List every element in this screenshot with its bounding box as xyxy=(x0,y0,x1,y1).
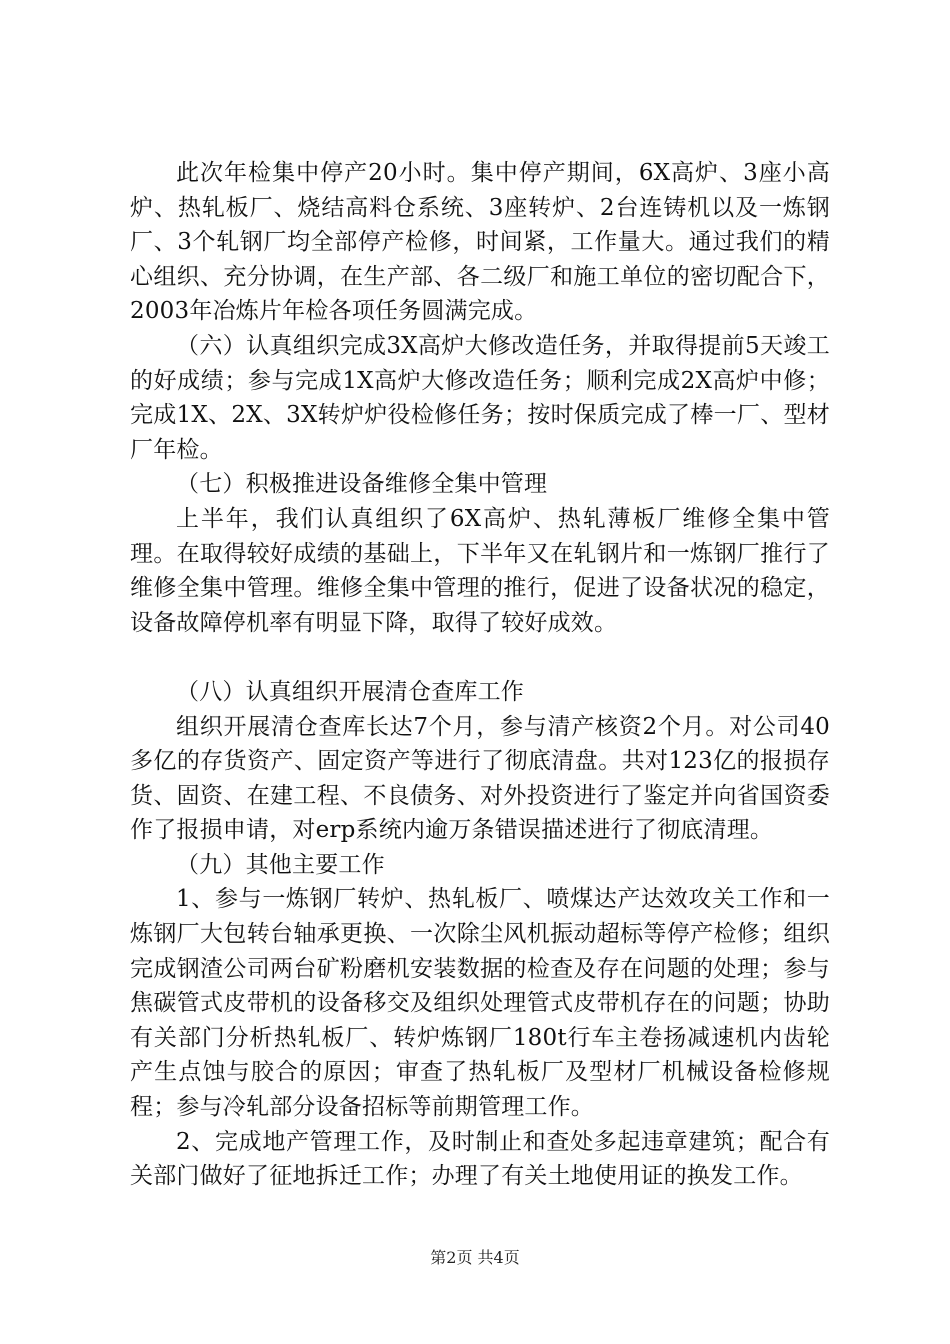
paragraph-maintenance-centralization: 上半年，我们认真组织了6X高炉、热轧薄板厂维修全集中管理。在取得较好成绩的基础上，下半年又在轧钢片和一炼钢厂推行了维修全集中管理。维修全集中管理的推行，促进了设备状况的稳定，设备故障停机率有明显下降，取得了较好成效。 xyxy=(130,505,830,636)
heading-section-seven: （七）积极推进设备维修全集中管理 xyxy=(176,471,548,498)
paragraph-other-work-item-1: 1、参与一炼钢厂转炉、热轧板厂、喷煤达产达效攻关工作和一炼钢厂大包转台轴承更换、一次除尘风机振动超标等停产检修；组织完成钢渣公司两台矿粉磨机安装数据的检查及存在问题的处理；参与焦碳管式皮带机的设备移交及组织处理管式皮带机存在的问题；协助有关部门分析热轧板厂、转炉炼钢厂180t行车主卷扬减速机内齿轮产生点蚀与胶合的原因；审查了热轧板厂及型材厂机械设备检修规程；参与冷轧部分设备招标等前期管理工作。 xyxy=(130,886,830,1121)
heading-section-eight: （八）认真组织开展清仓查库工作 xyxy=(176,678,524,705)
paragraph-other-work-item-2: 2、完成地产管理工作，及时制止和查处多起违章建筑；配合有关部门做好了征地拆迁工作；办理了有关土地使用证的换发工作。 xyxy=(130,1128,830,1190)
heading-section-nine: （九）其他主要工作 xyxy=(176,851,385,878)
page-footer xyxy=(0,1245,950,1268)
paragraph-gap xyxy=(130,640,830,675)
document-body xyxy=(130,156,830,1194)
paragraph-inventory-audit: 组织开展清仓查库长达7个月，参与清产核资2个月。对公司40多亿的存货资产、固定资产等进行了彻底清盘。共对123亿的报损存货、固资、在建工程、不良债务、对外投资进行了鉴定并向省国资委作了报损申请，对erp系统内逾万条错误描述进行了彻底清理。 xyxy=(130,713,830,844)
page-indicator: 第2页 共4页 xyxy=(430,1248,520,1267)
paragraph-annual-inspection: 此次年检集中停产20小时。集中停产期间，6X高炉、3座小高炉、热轧板厂、烧结高料仓系统、3座转炉、2台连铸机以及一炼钢厂、3个轧钢厂均全部停产检修，时间紧，工作量大。通过我们的精心组织、充分协调，在生产部、各二级厂和施工单位的密切配合下，2003年冶炼片年检各项任务圆满完成。 xyxy=(130,160,830,325)
paragraph-section-six: （六）认真组织完成3X高炉大修改造任务，并取得提前5天竣工的好成绩；参与完成1X高炉大修改造任务；顺利完成2X高炉中修；完成1X、2X、3X转炉炉役检修任务；按时保质完成了棒一厂、型材厂年检。 xyxy=(130,332,830,463)
